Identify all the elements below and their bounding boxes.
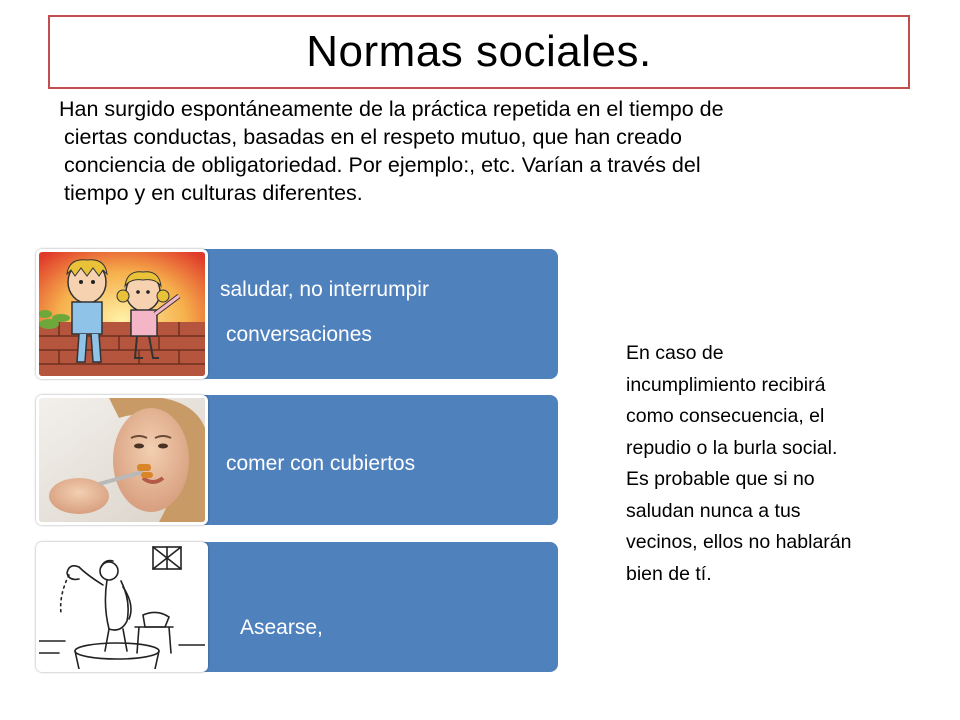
consequence-line: bien de tí. — [626, 562, 712, 585]
intro-paragraph — [59, 95, 907, 207]
example-label: conversaciones — [226, 323, 372, 346]
consequence-line: Es probable que si no — [626, 468, 815, 490]
example-label: saludar, no interrumpir — [220, 278, 429, 301]
example-label: Asearse, — [240, 616, 323, 639]
consequence-line: repudio o la burla social. — [626, 436, 838, 459]
person-bathing-sketch-icon — [39, 545, 205, 669]
title-box — [48, 15, 910, 89]
consequence-line: saludan nunca a tus — [626, 499, 801, 522]
woman-eating-image — [36, 395, 208, 525]
example-label: comer con cubiertos — [226, 452, 416, 475]
intro-line: tiempo y en culturas diferentes. — [64, 181, 363, 205]
consequence-line: incumplimiento recibirá — [626, 373, 826, 396]
consequence-line: como consecuencia, el — [626, 405, 825, 427]
consequence-line: vecinos, ellos no hablarán — [626, 531, 852, 553]
intro-line: Han surgido espontáneamente de la práctica repetida en el tiempo de — [59, 97, 724, 121]
children-waving-illustration-icon — [39, 252, 205, 376]
children-waving-image — [36, 249, 208, 379]
intro-line: ciertas conductas, basadas en el respeto mutuo, que han creado — [64, 125, 682, 149]
woman-eating-photo-icon — [39, 398, 205, 522]
page-title: Normas sociales. — [306, 27, 652, 76]
intro-line: conciencia de obligatoriedad. Por ejemplo:, etc. Varían a través del — [64, 153, 701, 177]
person-bathing-image — [36, 542, 208, 672]
consequence-note — [626, 338, 926, 590]
consequence-line: En caso de — [626, 342, 724, 364]
